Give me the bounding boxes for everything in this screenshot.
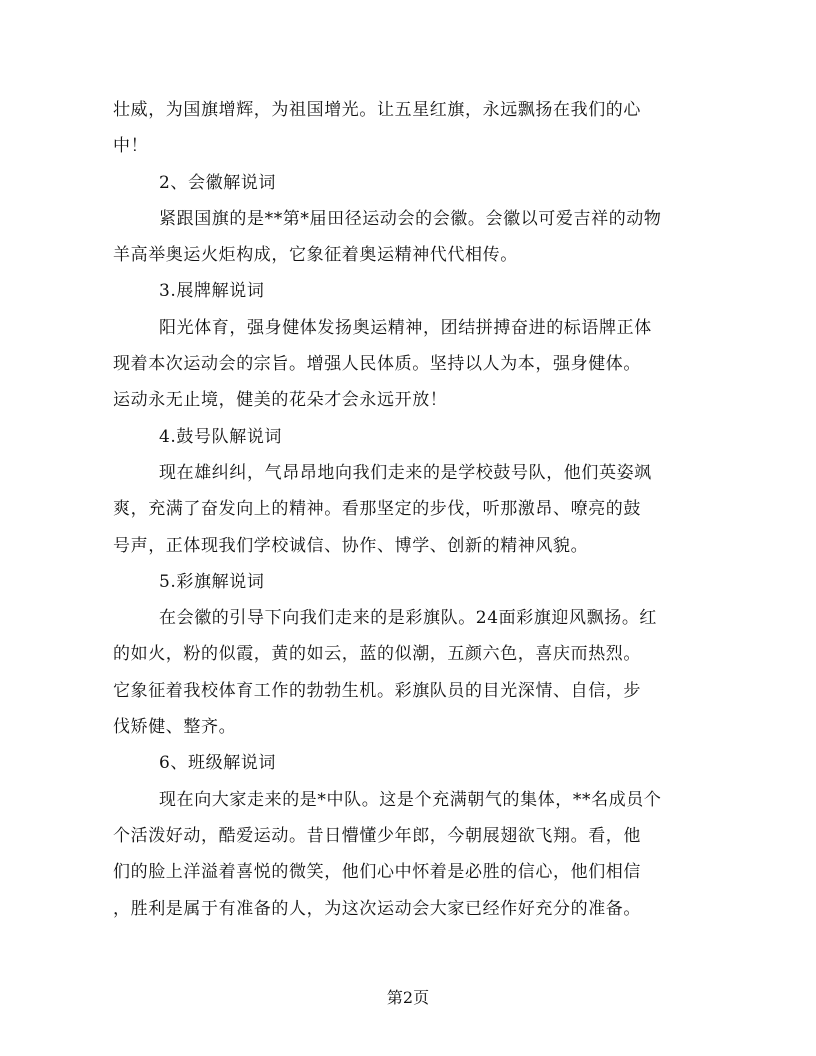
body-line: 的如火，粉的似霞，黄的如云，蓝的似潮，五颜六色，喜庆而热烈。 (113, 644, 641, 665)
body-line: 现着本次运动会的宗旨。增强人民体质。坚持以人为本，强身健体。 (113, 354, 641, 375)
paragraph-first-line: 阳光体育，强身健体发扬奥运精神，团结拼搏奋进的标语牌正体 (159, 317, 652, 338)
paragraph-first-line: 在会徽的引导下向我们走来的是彩旗队。24面彩旗迎风飘扬。红 (159, 608, 658, 629)
paragraph-first-line: 现在向大家走来的是*中队。这是个充满朝气的集体，**名成员个 (159, 789, 662, 810)
body-line: 们的脸上洋溢着喜悦的微笑，他们心中怀着是必胜的信心，他们相信 (113, 862, 641, 883)
section-heading: 5.彩旗解说词 (159, 571, 265, 592)
section-heading: 3.展牌解说词 (159, 281, 265, 302)
body-line: 号声，正体现我们学校诚信、协作、博学、创新的精神风貌。 (113, 535, 589, 556)
body-line: 壮威，为国旗增辉，为祖国增光。让五星红旗，永远飘扬在我们的心 (113, 100, 641, 120)
paragraph-first-line: 紧跟国旗的是**第*届田径运动会的会徽。会徽以可爱吉祥的动物 (159, 208, 662, 229)
section-heading: 6、班级解说词 (159, 753, 277, 774)
body-line: 爽，充满了奋发向上的精神。看那坚定的步伐，听那激昂、嘹亮的鼓 (113, 499, 641, 520)
body-line: 伐矫健、整齐。 (113, 717, 237, 738)
body-line: 个活泼好动，酷爱运动。昔日懵懂少年郎，今朝展翅欲飞翔。看，他 (113, 825, 641, 846)
document-body (113, 92, 703, 927)
section-heading: 4.鼓号队解说词 (159, 426, 283, 447)
body-line: 羊高举奥运火炬构成，它象征着奥运精神代代相传。 (113, 245, 518, 266)
paragraph-first-line: 现在雄纠纠，气昂昂地向我们走来的是学校鼓号队，他们英姿飒 (159, 462, 652, 483)
body-line: 运动永无止境，健美的花朵才会永远开放！ (113, 390, 448, 411)
page-number: 第2页 (386, 988, 430, 1007)
body-line: 中！ (113, 136, 149, 157)
body-line: 它象征着我校体育工作的勃勃生机。彩旗队员的目光深情、自信，步 (113, 680, 641, 701)
body-line: ，胜利是属于有准备的人，为这次运动会大家已经作好充分的准备。 (113, 898, 641, 919)
section-heading: 2、会徽解说词 (159, 172, 277, 193)
